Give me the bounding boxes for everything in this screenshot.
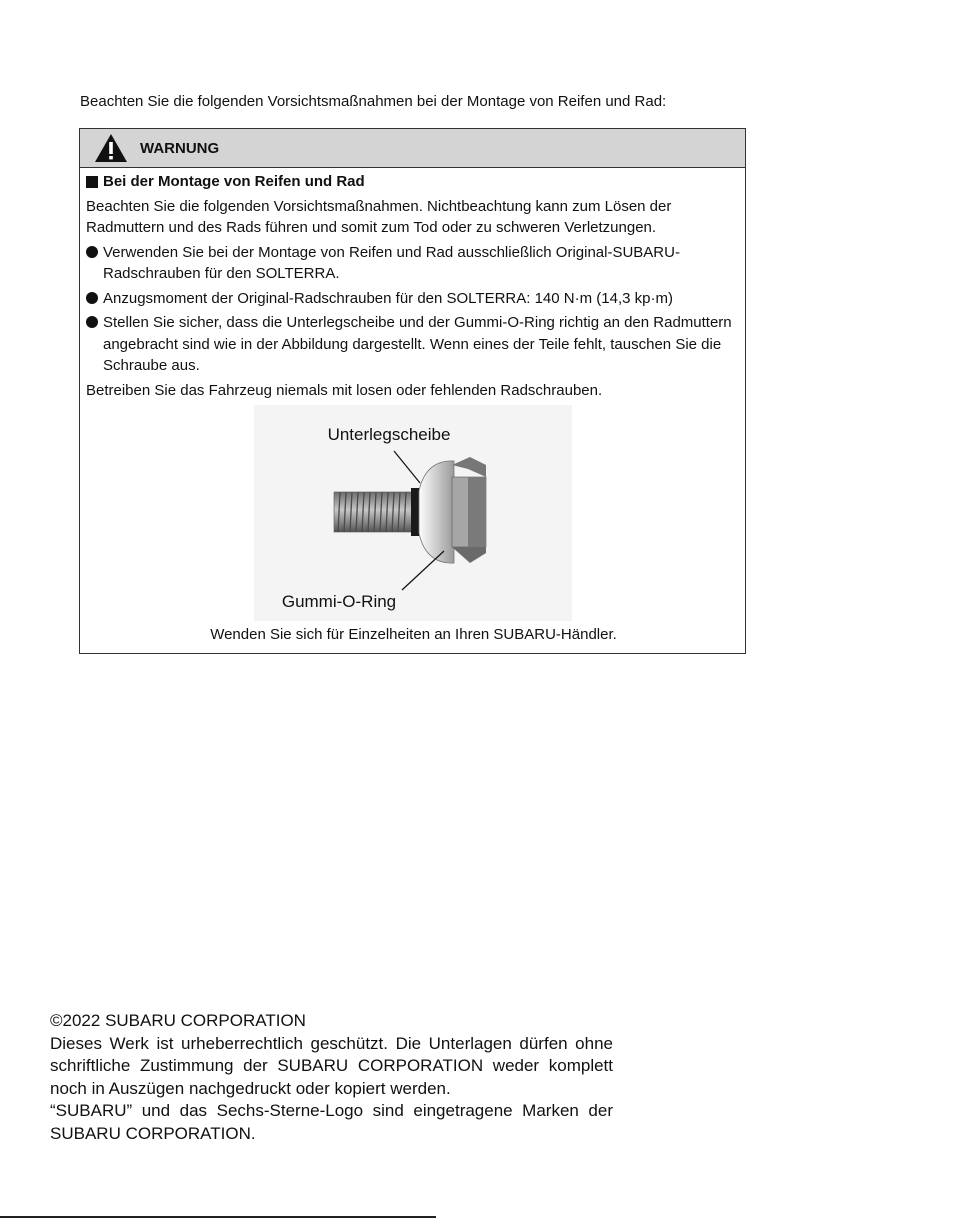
bullet-text: Anzugsmoment der Original-Radschrauben für den SOLTERRA: 140 N·m (14,3 kp·m) [103, 289, 673, 307]
round-bullet-icon [86, 292, 98, 304]
round-bullet-icon [86, 246, 98, 258]
bullet-item [86, 242, 739, 285]
footer-rule [0, 1216, 436, 1218]
wheel-bolt-drawing [254, 405, 572, 621]
bullet-item [86, 312, 739, 377]
warning-box [79, 128, 746, 654]
subheading-text: Bei der Montage von Reifen und Rad [103, 173, 365, 190]
washer-label: Unterlegscheibe [327, 425, 451, 444]
trademark-paragraph: “SUBARU” und das Sechs-Sterne-Logo sind eingetragene Marken der SUBARU CORPORATION. [50, 1101, 613, 1143]
warning-subheading [86, 171, 739, 193]
bullet-item [86, 288, 739, 310]
warning-content [80, 168, 745, 401]
bullet-text: Verwenden Sie bei der Montage von Reifen und Rad ausschließlich Original-SUBARU-Radschrauben für den SOLTERRA. [103, 243, 680, 282]
figure-caption: Wenden Sie sich für Einzelheiten an Ihren SUBARU-Händler. [210, 626, 617, 643]
intro-text: Beachten Sie die folgenden Vorsichtsmaßnahmen bei der Montage von Reifen und Rad: [80, 93, 667, 110]
round-bullet-icon [86, 316, 98, 328]
warning-title: WARNUNG [140, 139, 220, 157]
bullet-text: Stellen Sie sicher, dass die Unterlegscheibe und der Gummi-O-Ring richtig an den Radmuttern angebracht sind wie in der Abbildung dargestellt. Wenn eines der Teile fehlt, tauschen Sie die Schraube aus. [103, 314, 732, 374]
wheel-bolt-illustration [254, 405, 572, 621]
warning-paragraph: Beachten Sie die folgenden Vorsichtsmaßnahmen. Nichtbeachtung kann zum Lösen der Radmuttern und des Rads führen und somit zum Tod oder zu schweren Verletzungen. [86, 197, 672, 236]
square-bullet-icon [86, 176, 98, 188]
copyright-paragraph: Dieses Werk ist urheberrechtlich geschützt. Die Unterlagen dürfen ohne schriftliche Zustimmung der SUBARU CORPORATION weder komplett noch in Auszügen nachgedruckt oder kopiert werden. [50, 1033, 613, 1098]
warning-closing: Betreiben Sie das Fahrzeug niemals mit losen oder fehlenden Radschrauben. [86, 381, 603, 399]
copyright-line: ©2022 SUBARU CORPORATION [50, 1011, 306, 1030]
warning-header [80, 129, 745, 168]
oring-label: Gummi-O-Ring [281, 592, 397, 611]
copyright-block [50, 1010, 613, 1145]
warning-triangle-icon [94, 133, 128, 163]
